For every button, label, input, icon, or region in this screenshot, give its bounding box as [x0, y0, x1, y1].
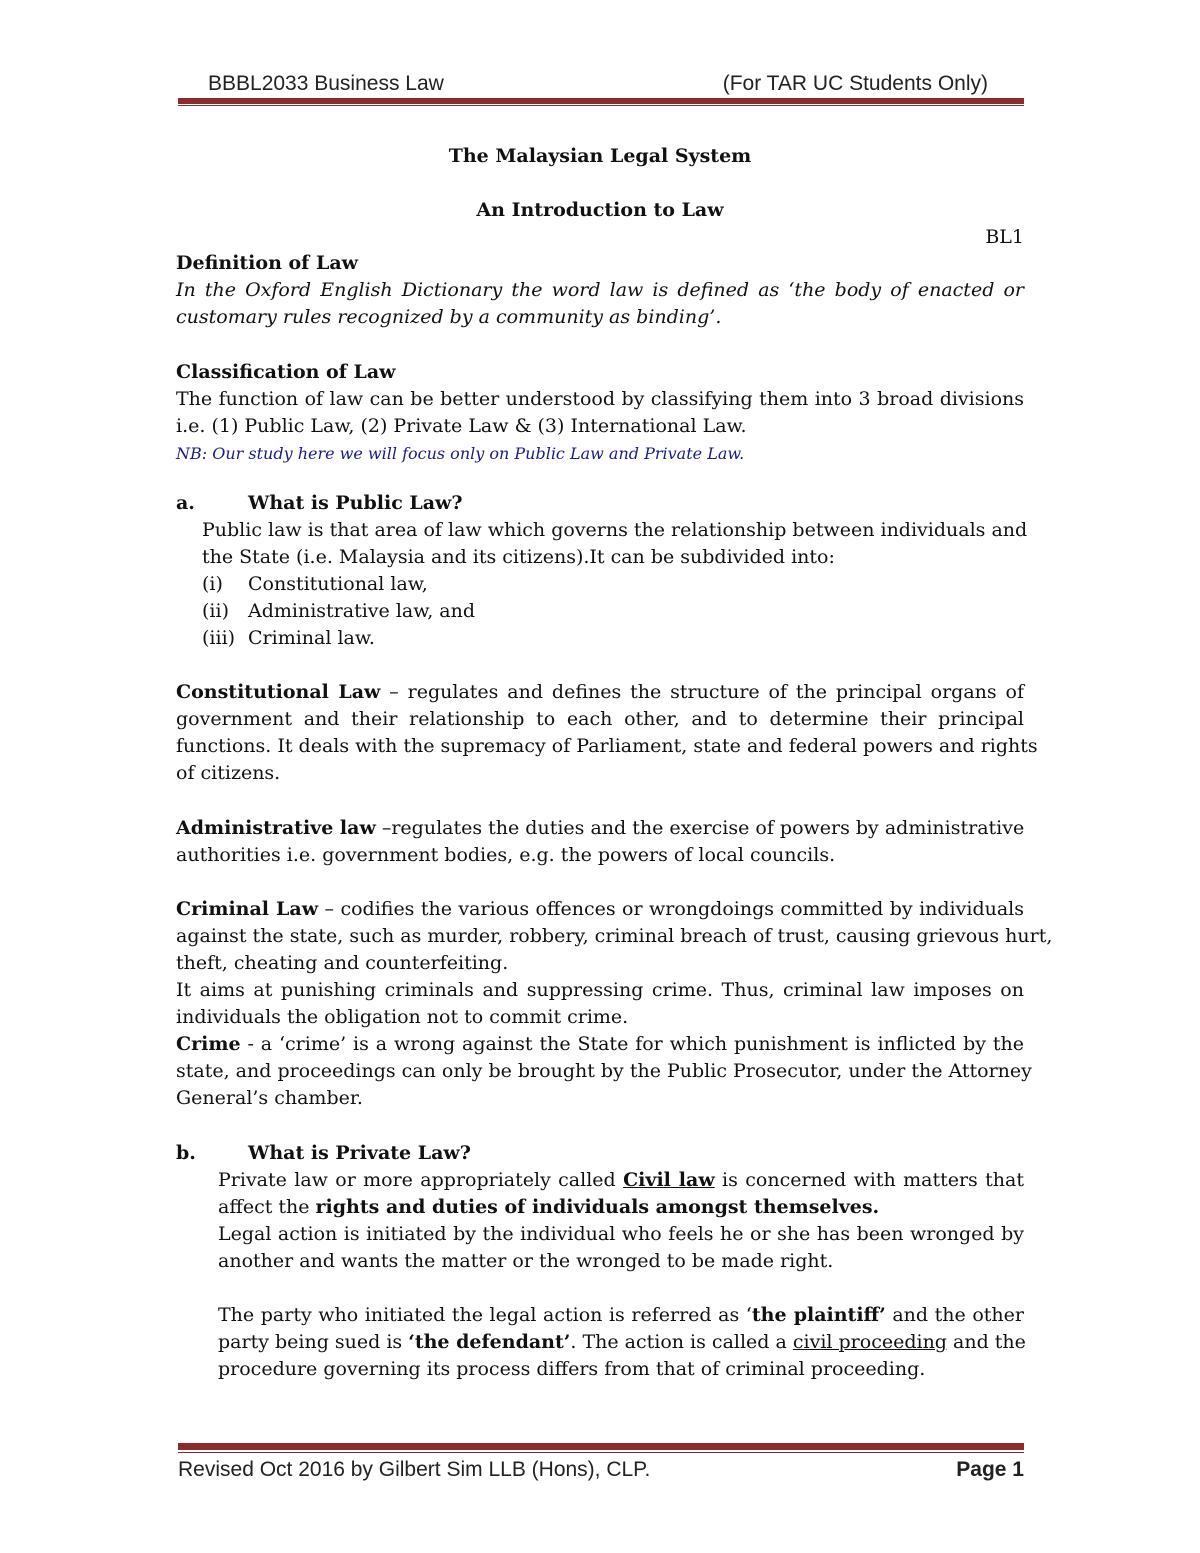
list-item-number: (iii): [202, 627, 236, 649]
term-crime: Crime: [176, 1033, 241, 1055]
page-number: Page 1: [956, 1458, 1024, 1481]
text-run: affect the: [218, 1196, 316, 1218]
list-item: [202, 598, 1050, 625]
footer-rule: [178, 1443, 1024, 1450]
constitutional-law-text-2: government and their relationship to each other, and to determine their principal: [176, 708, 1024, 730]
term-constitutional-law: Constitutional Law: [176, 681, 381, 703]
criminal-law-text-2: against the state, such as murder, robbery, criminal breach of trust, causing grievous hurt,: [176, 925, 1053, 947]
criminal-law-text-1: [176, 896, 1024, 923]
term-rights-duties: rights and duties of individuals amongst themselves.: [315, 1196, 880, 1218]
crime-text-3: General’s chamber.: [176, 1087, 363, 1109]
parties-text-1: [218, 1302, 1024, 1329]
section-title: What is Private Law?: [248, 1142, 471, 1164]
term-civil-law: Civil law: [623, 1169, 715, 1191]
classification-text-2: i.e. (1) Public Law, (2) Private Law & (3) International Law.: [176, 415, 747, 437]
administrative-law-text-1: [176, 815, 1024, 842]
header-rule: [178, 98, 1024, 104]
private-law-text-1: [218, 1167, 1024, 1194]
text-run: party being sued is: [218, 1331, 409, 1353]
constitutional-law-text-1: [176, 679, 1024, 706]
constitutional-law-text-4: of citizens.: [176, 762, 281, 784]
term-administrative-law: Administrative law: [176, 817, 376, 839]
definition-text-1: In the Oxford English Dictionary the word law is defined as ‘the body of enacted or: [176, 279, 1024, 301]
constitutional-law-text-3: functions. It deals with the supremacy of Parliament, state and federal powers and rights: [176, 735, 1038, 757]
document-subtitle: An Introduction to Law: [476, 199, 724, 221]
text-run: is concerned with matters that: [714, 1169, 1024, 1191]
section-label: a.: [176, 492, 195, 514]
private-law-heading: [176, 1140, 1024, 1167]
text-run: Private law or more appropriately called: [218, 1169, 624, 1191]
classification-text-1: The function of law can be better understood by classifying them into 3 broad divisions: [176, 388, 1024, 410]
term-defendant: ‘the defendant’: [408, 1331, 571, 1353]
list-item-text: Criminal law.: [248, 627, 375, 649]
list-item-number: (i): [202, 573, 223, 595]
page-header: [178, 70, 1024, 100]
term-plaintiff: the plaintiff’: [751, 1304, 886, 1326]
definition-text: – regulates and defines the structure of the principal organs of: [380, 681, 1024, 703]
text-run: and the: [946, 1331, 1026, 1353]
list-item-text: Administrative law, and: [248, 600, 476, 622]
criminal-law-text-5: individuals the obligation not to commit crime.: [176, 1006, 629, 1028]
public-law-heading: [176, 490, 1024, 517]
public-law-text-2: the State (i.e. Malaysia and its citizens).It can be subdivided into:: [202, 546, 835, 568]
private-law-text-3: Legal action is initiated by the individual who feels he or she has been wronged by: [218, 1223, 1024, 1245]
administrative-law-text-2: authorities i.e. government bodies, e.g. the powers of local councils.: [176, 844, 836, 866]
document-code: BL1: [985, 226, 1024, 248]
term-civil-proceeding: civil proceeding: [792, 1331, 947, 1353]
criminal-law-text-4: It aims at punishing criminals and suppressing crime. Thus, criminal law imposes on: [176, 979, 1024, 1001]
text-run: and the other: [885, 1304, 1024, 1326]
text-run: The party who initiated the legal action is referred as ‘: [218, 1304, 752, 1326]
section-label: b.: [176, 1142, 196, 1164]
classification-heading: Classification of Law: [176, 361, 396, 383]
page-footer: [178, 1458, 1024, 1488]
header-rule-thin: [178, 105, 1024, 106]
header-note: (For TAR UC Students Only): [722, 72, 988, 95]
footer-rule-thin: [178, 1452, 1024, 1453]
criminal-law-text-3: theft, cheating and counterfeiting.: [176, 952, 509, 974]
definition-text-2: customary rules recognized by a community as binding’.: [176, 306, 722, 328]
crime-text-2: state, and proceedings can only be brought by the Public Prosecutor, under the Attorney: [176, 1060, 1032, 1082]
list-item-number: (ii): [202, 600, 229, 622]
definition-text: - a ‘crime’ is a wrong against the State for which punishment is inflicted by the: [240, 1033, 1024, 1055]
document-title: The Malaysian Legal System: [448, 145, 752, 167]
list-item-text: Constitutional law,: [248, 573, 428, 595]
list-item: [202, 625, 1050, 652]
definition-text: – codifies the various offences or wrongdoings committed by individuals: [318, 898, 1024, 920]
private-law-text-2: [218, 1194, 1024, 1221]
public-law-text-1: Public law is that area of law which governs the relationship between individuals and: [202, 519, 1028, 541]
term-criminal-law: Criminal Law: [176, 898, 319, 920]
definition-heading: Definition of Law: [176, 252, 358, 274]
list-item: [202, 571, 1050, 598]
private-law-text-4: another and wants the matter or the wronged to be made right.: [218, 1250, 834, 1272]
section-title: What is Public Law?: [248, 492, 463, 514]
crime-text-1: [176, 1031, 1024, 1058]
parties-text-3: procedure governing its process differs from that of criminal proceeding.: [218, 1358, 926, 1380]
definition-text: –regulates the duties and the exercise of powers by administrative: [375, 817, 1025, 839]
text-run: . The action is called a: [570, 1331, 793, 1353]
header-course: BBBL2033 Business Law: [208, 72, 444, 95]
classification-note: NB: Our study here we will focus only on Public Law and Private Law.: [176, 444, 745, 463]
parties-text-2: [218, 1329, 1024, 1356]
footer-author: Revised Oct 2016 by Gilbert Sim LLB (Hons), CLP.: [178, 1458, 651, 1481]
